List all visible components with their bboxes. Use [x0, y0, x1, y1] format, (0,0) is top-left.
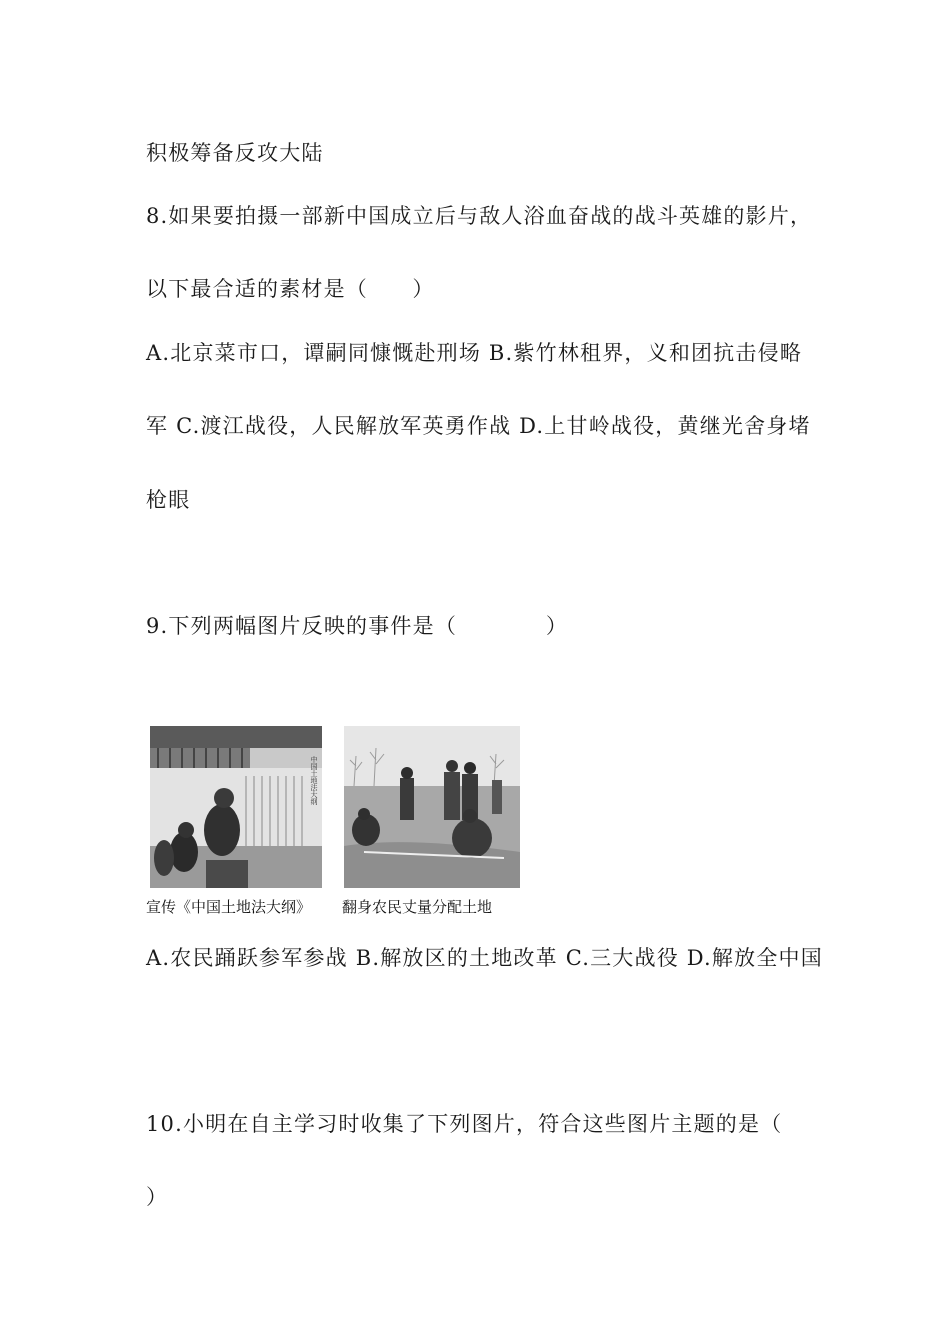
question-10-stem-line2: ）: [146, 1185, 169, 1209]
question-8-stem-line1: 8.如果要拍摄一部新中国成立后与敌人浴血奋战的战斗英雄的影片，: [146, 204, 813, 228]
land-law-poster-photo: [150, 726, 322, 888]
question-8-options-line2: 军 C.渡江战役，人民解放军英勇作战 D.上甘岭战役，黄继光舍身堵: [146, 414, 811, 438]
poster-title-text: 中国土地法大纲: [310, 756, 318, 805]
farmers-measuring-illustration: [344, 726, 520, 888]
question-9-options: A.农民踊跃参军参战 B.解放区的土地改革 C.三大战役 D.解放全中国: [146, 946, 823, 970]
left-photo-caption: 宣传《中国土地法大纲》: [146, 898, 312, 916]
question-9-stem: 9.下列两幅图片反映的事件是（ ）: [146, 614, 569, 638]
land-law-poster-illustration: [150, 726, 322, 888]
question-8-options-line1: A.北京菜市口，谭嗣同慷慨赴刑场 B.紫竹林租界，义和团抗击侵略: [146, 341, 803, 365]
question-9-figure: [146, 726, 526, 922]
question-8-options-line3: 枪眼: [146, 488, 191, 512]
question-10-stem-line1: 10.小明在自主学习时收集了下列图片，符合这些图片主题的是（: [146, 1112, 783, 1136]
farmers-measuring-land-photo: [344, 726, 520, 888]
question-7-tail: 积极筹备反攻大陆: [146, 141, 324, 165]
right-photo-caption: 翻身农民丈量分配土地: [342, 898, 493, 916]
question-8-stem-line2: 以下最合适的素材是（ ）: [146, 277, 435, 301]
